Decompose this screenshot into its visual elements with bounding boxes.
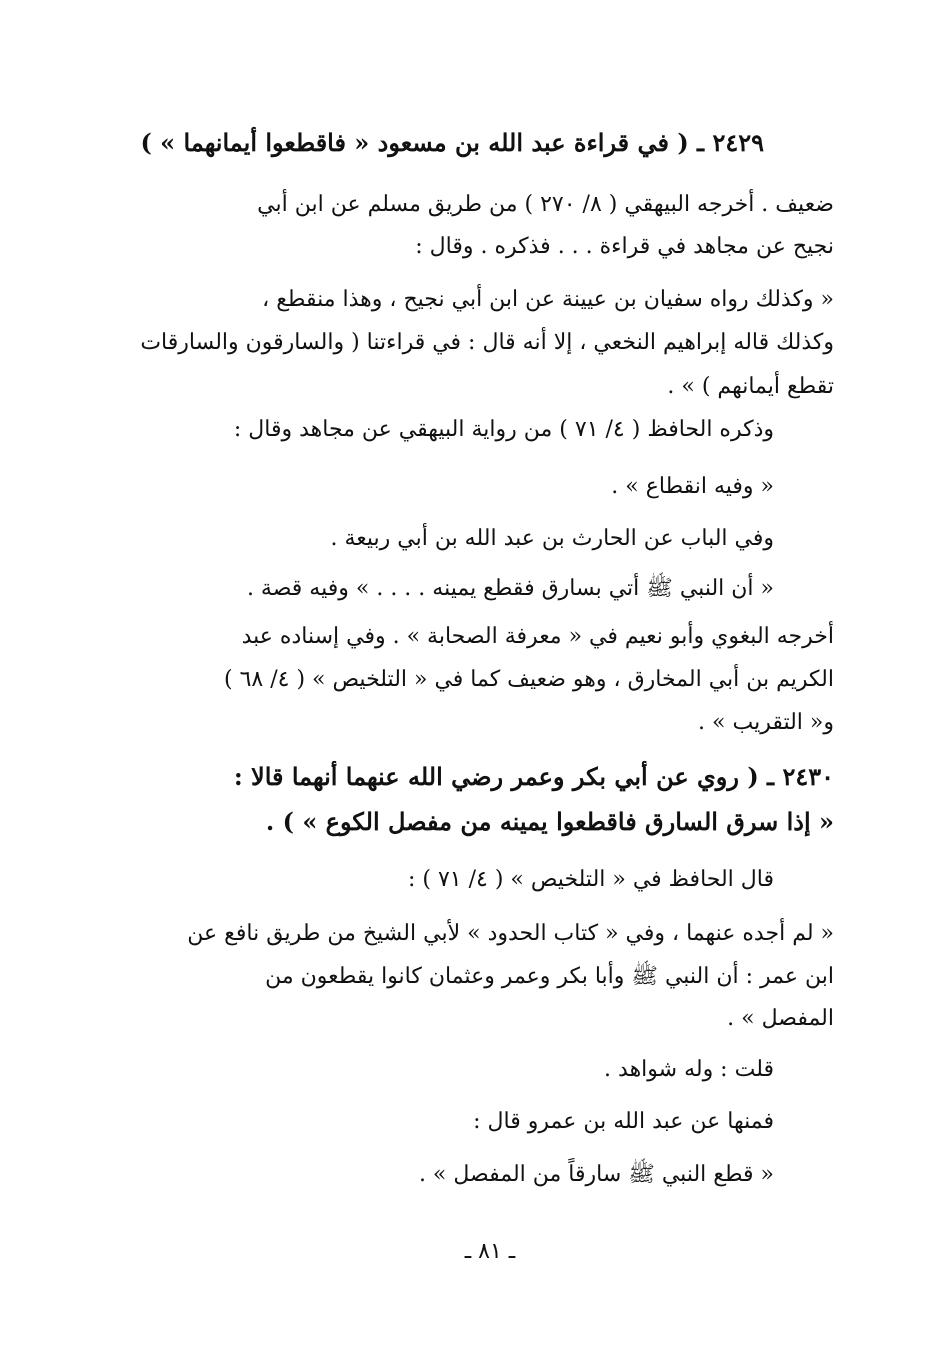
- quote-line: « وكذلك رواه سفيان بن عيينة عن ابن أبي نجيح ، وهذا منقطع ،: [262, 287, 834, 312]
- text-line: نجيح عن مجاهد في قراءة . . . فذكره . وقال :: [415, 234, 834, 259]
- hadith-2430-heading: ٢٤٣٠ ـ ( روي عن أبي بكر وعمر رضي الله عنهما أنهما قالا :: [233, 762, 834, 791]
- text-line: فمنها عن عبد الله بن عمرو قال :: [473, 1109, 774, 1134]
- text-line: قال الحافظ في « التلخيص » ( ٤/ ٧١ ) :: [407, 867, 774, 892]
- quote-line: وكذلك قاله إبراهيم النخعي ، إلا أنه قال : في قراءتنا ( والسارقون والسارقات: [140, 330, 834, 355]
- text-line: قلت : وله شواهد .: [604, 1057, 774, 1082]
- quote-line: « أن النبي ﷺ أتي بسارق فقطع يمينه . . . . » وفيه قصة .: [246, 576, 774, 601]
- text-line: و« التقريب » .: [698, 710, 834, 735]
- quote-line: المفصل » .: [727, 1006, 834, 1031]
- hadith-2429-heading: ٢٤٢٩ ـ ( في قراءة عبد الله بن مسعود « فاقطعوا أيمانهما » ): [140, 128, 764, 157]
- quote-line: « لم أجده عنهما ، وفي « كتاب الحدود » لأبي الشيخ من طريق نافع عن: [187, 921, 834, 946]
- text-line: ضعيف . أخرجه البيهقي ( ٨/ ٢٧٠ ) من طريق مسلم عن ابن أبي: [257, 192, 834, 217]
- text-line: وفي الباب عن الحارث بن عبد الله بن أبي ربيعة .: [330, 526, 774, 551]
- text-line: وذكره الحافظ ( ٤/ ٧١ ) من رواية البيهقي عن مجاهد وقال :: [233, 417, 774, 442]
- page-number: ـ ٨١ ـ: [464, 1239, 516, 1264]
- hadith-2430-text: « إذا سرق السارق فاقطعوا يمينه من مفصل الكوع » ) .: [265, 807, 834, 836]
- text-line: أخرجه البغوي وأبو نعيم في « معرفة الصحابة » . وفي إسناده عبد: [241, 624, 834, 649]
- quote-line: « قطع النبي ﷺ سارقاً من المفصل » .: [418, 1162, 774, 1187]
- quote-line: تقطع أيمانهم ) » .: [667, 374, 834, 399]
- text-line: الكريم بن أبي المخارق ، وهو ضعيف كما في « التلخيص » ( ٤/ ٦٨ ): [224, 667, 834, 692]
- quote-line: « وفيه انقطاع » .: [611, 474, 774, 499]
- quote-line: ابن عمر : أن النبي ﷺ وأبا بكر وعمر وعثمان كانوا يقطعون من: [265, 964, 834, 989]
